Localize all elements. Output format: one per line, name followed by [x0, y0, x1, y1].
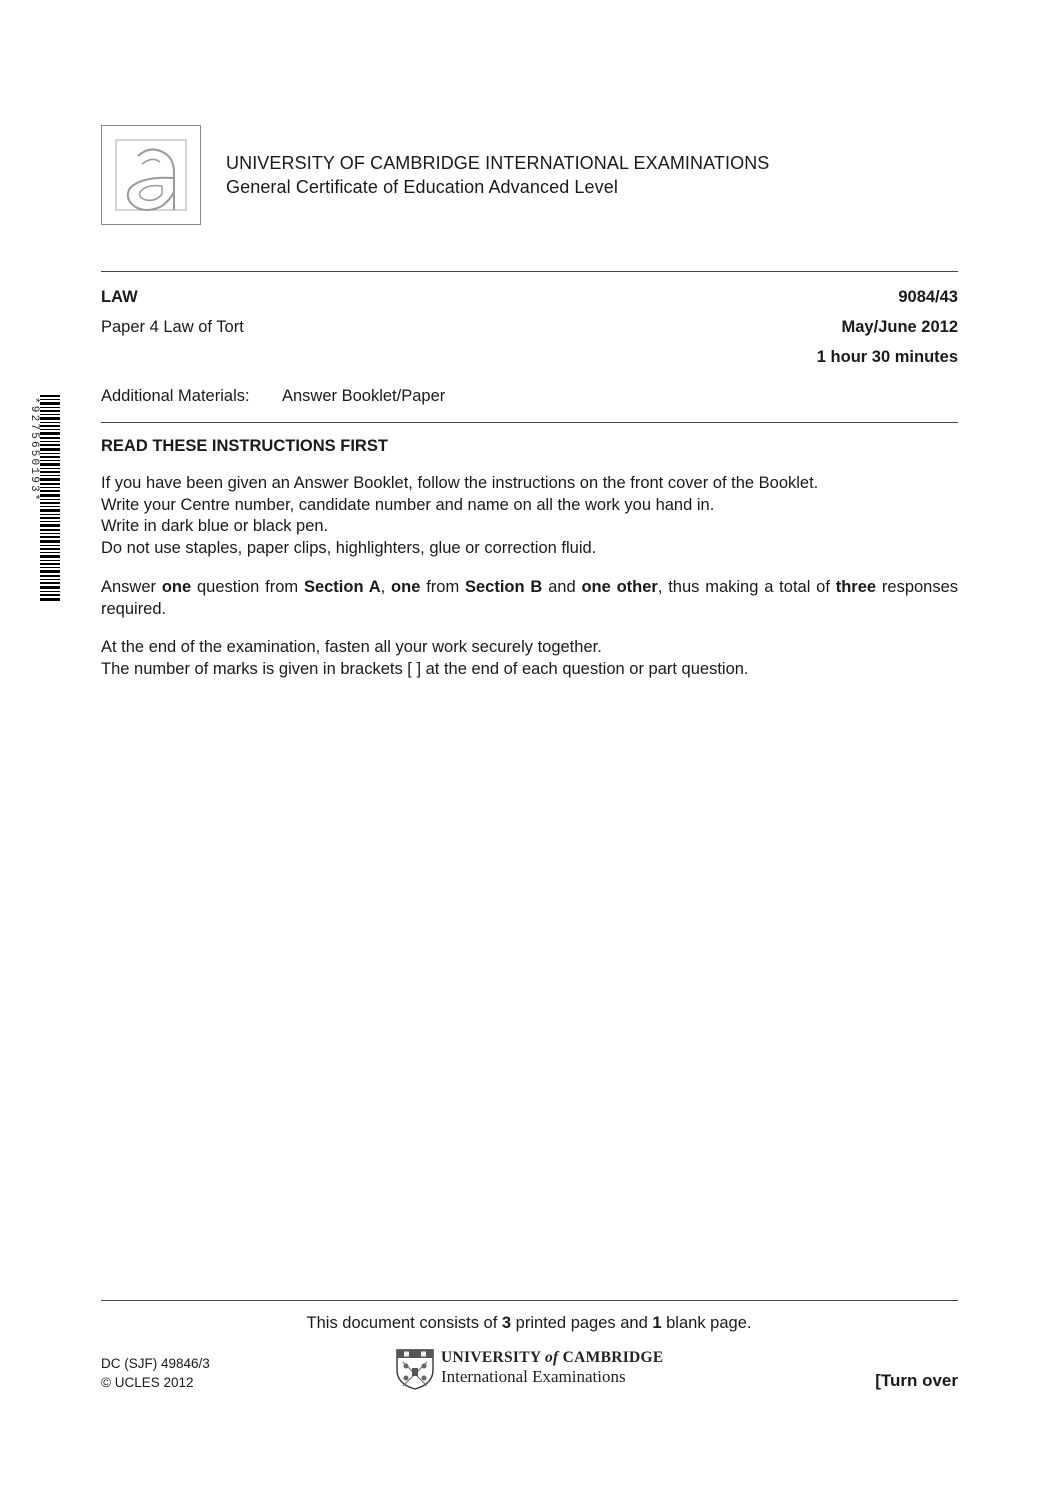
instruction-line: At the end of the examination, fasten all your work securely together.: [101, 638, 602, 656]
paper-code: 9084/43: [898, 288, 958, 306]
page-count-note: This document consists of 3 printed pages and 1 blank page.: [306, 1314, 752, 1332]
instructions-divider: [101, 422, 958, 423]
answer-instruction: Answer one question from Section A, one from Section B and one other, thus making a total of three responses required.: [101, 578, 959, 618]
additional-materials-value: Answer Booklet/Paper: [282, 387, 446, 405]
cambridge-wordmark: UNIVERSITY of CAMBRIDGE International Examinations: [441, 1349, 664, 1386]
instructions-list: [101, 473, 958, 559]
qualification-title: General Certificate of Education Advanced Level: [226, 177, 618, 197]
cie-logo-box: [101, 125, 201, 225]
letter-a-logo-icon: [102, 126, 200, 224]
institution-name: UNIVERSITY OF CAMBRIDGE INTERNATIONAL EXAMINATIONS: [226, 153, 770, 173]
additional-materials-label: Additional Materials:: [101, 387, 250, 405]
instructions-heading: READ THESE INSTRUCTIONS FIRST: [101, 437, 388, 455]
instruction-line: The number of marks is given in brackets [ ] at the end of each question or part question.: [101, 659, 749, 678]
paper-title: Paper 4 Law of Tort: [101, 318, 244, 336]
instruction-line: Do not use staples, paper clips, highlighters, glue or correction fluid.: [101, 538, 597, 557]
barcode: [40, 395, 60, 601]
end-instructions: [101, 637, 958, 680]
copyright: © UCLES 2012: [101, 1375, 194, 1390]
header-divider: [101, 271, 958, 272]
exam-duration: 1 hour 30 minutes: [816, 348, 958, 366]
instruction-line: If you have been given an Answer Booklet, follow the instructions on the front cover of the Booklet.: [101, 474, 819, 492]
barcode-icon: [40, 395, 60, 601]
document-reference: DC (SJF) 49846/3: [101, 1356, 210, 1371]
instruction-line: Write your Centre number, candidate number and name on all the work you hand in.: [101, 495, 715, 514]
exam-session: May/June 2012: [841, 318, 958, 336]
turn-over: [Turn over: [875, 1371, 958, 1390]
cambridge-crest-icon: [395, 1348, 435, 1390]
instruction-line: Write in dark blue or black pen.: [101, 517, 329, 535]
footer-divider: [101, 1300, 958, 1301]
subject: LAW: [101, 288, 138, 306]
barcode-digits: *9275650193*: [28, 397, 40, 503]
